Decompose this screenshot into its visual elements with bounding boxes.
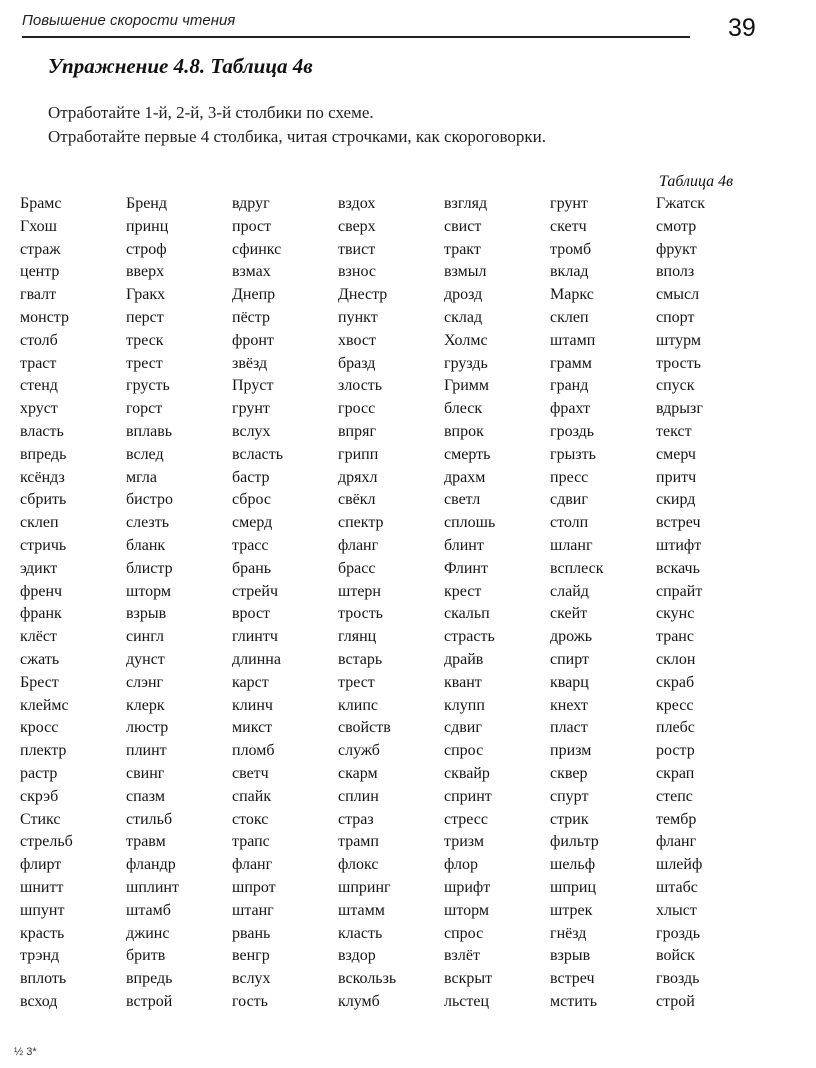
table-cell: всласть <box>232 445 284 463</box>
table-cell: скальп <box>444 605 490 623</box>
table-cell: гроздь <box>656 924 701 942</box>
table-cell: шрифт <box>444 878 491 896</box>
table-cell: скунс <box>656 605 695 623</box>
table-cell: слезть <box>126 514 169 532</box>
table-cell: льстец <box>444 992 490 1010</box>
table-cell: дрожь <box>550 628 593 646</box>
table-cell: брань <box>232 559 272 577</box>
table-cell: штифт <box>656 536 702 554</box>
table-cell: клумб <box>338 992 380 1010</box>
table-cell: спуск <box>656 377 695 395</box>
table-cell: смысл <box>656 286 700 304</box>
table-cell: пёстр <box>232 308 270 326</box>
table-cell: притч <box>656 468 697 486</box>
table-cell: встарь <box>338 650 383 668</box>
table-cell: горст <box>126 400 163 418</box>
table-cell: джинс <box>126 924 170 942</box>
table-cell: грамм <box>550 354 592 372</box>
table-cell: взрыв <box>126 605 167 623</box>
table-cell: плектр <box>20 742 67 760</box>
table-cell: склеп <box>20 514 59 532</box>
table-cell: шлейф <box>656 856 703 874</box>
table-cell: стричь <box>20 536 67 554</box>
table-cell: стильб <box>126 810 173 828</box>
table-cell: страж <box>20 240 61 258</box>
table-cell: шланг <box>550 536 593 554</box>
table-cell: микст <box>232 719 273 737</box>
table-cell: вскользь <box>338 970 397 988</box>
table-cell: сингл <box>126 628 164 646</box>
table-cell: вдрызг <box>656 400 703 418</box>
table-cell: гросс <box>338 400 376 418</box>
table-cell: взмыл <box>444 263 487 281</box>
table-cell: принц <box>126 217 169 235</box>
table-cell: Флинт <box>444 559 488 577</box>
table-cell: штанг <box>232 901 274 919</box>
table-cell: вздох <box>338 195 376 212</box>
table-cell: спорт <box>656 308 695 326</box>
table-cell: трость <box>338 605 383 623</box>
table-cell: трест <box>126 354 163 372</box>
table-cell: пункт <box>338 308 378 326</box>
table-cell: гвоздь <box>656 970 700 988</box>
table-cell: красть <box>20 924 65 942</box>
table-cell: кресс <box>656 696 694 714</box>
table-cell: шпрот <box>232 878 276 896</box>
table-cell: шторм <box>126 582 171 600</box>
table-cell: вздор <box>338 947 376 965</box>
table-cell: сброс <box>232 491 271 509</box>
table-cell: трапс <box>232 833 270 851</box>
table-cell: свойств <box>338 719 391 737</box>
table-cell: шплинт <box>126 878 179 896</box>
table-cell: впредь <box>126 970 173 988</box>
table-cell: кнехт <box>550 696 588 714</box>
table-cell: флирт <box>20 856 62 874</box>
table-cell: взмах <box>232 263 271 281</box>
table-cell: пресс <box>550 468 589 486</box>
page-number: 39 <box>728 14 756 42</box>
table-cell: вплоть <box>20 970 67 988</box>
table-cell: свинг <box>126 764 165 782</box>
table-cell: стресс <box>444 810 488 828</box>
table-cell: сдвиг <box>444 719 482 737</box>
table-cell: мстить <box>550 992 598 1010</box>
table-cell: растр <box>20 764 58 782</box>
table-cell: свист <box>444 217 482 235</box>
table-cell: клерк <box>126 696 165 714</box>
table-cell: фланг <box>656 833 697 851</box>
table-cell: стенд <box>20 377 58 395</box>
table-cell: Бренд <box>126 195 167 212</box>
table-cell: штрек <box>550 901 593 919</box>
footer-mark: ½ 3* <box>14 1046 37 1058</box>
table-cell: штурм <box>656 331 701 349</box>
table-cell: спазм <box>126 787 165 805</box>
table-cell: страсть <box>444 628 495 646</box>
table-cell: спирт <box>550 650 590 668</box>
table-cell: строй <box>656 992 695 1010</box>
table-cell: вполз <box>656 263 695 281</box>
table-cell: всплеск <box>550 559 604 577</box>
table-cell: крест <box>444 582 482 600</box>
table-cell: клёст <box>20 628 57 646</box>
table-cell: взлёт <box>444 947 480 965</box>
table-caption: Таблица 4в <box>659 173 734 190</box>
table-cell: фронт <box>232 331 274 349</box>
table-cell: спайк <box>232 787 272 805</box>
table-cell: призм <box>550 742 592 760</box>
table-cell: траст <box>20 354 57 372</box>
table-cell: грунт <box>550 195 588 212</box>
table-cell: ростр <box>656 742 695 760</box>
table-cell: блистр <box>126 559 173 577</box>
table-cell: плебс <box>656 719 695 737</box>
table-cell: клеймс <box>20 696 69 714</box>
table-cell: треск <box>126 331 164 349</box>
table-cell: гнёзд <box>550 924 587 942</box>
table-cell: гвалт <box>20 286 57 304</box>
table-cell: скирд <box>656 491 696 509</box>
table-cell: светл <box>444 491 481 509</box>
table-cell: грипп <box>338 445 379 463</box>
table-cell: дунст <box>126 650 165 668</box>
table-cell: смерч <box>656 445 696 463</box>
table-cell: штерн <box>338 582 381 600</box>
table-cell: кросс <box>20 719 59 737</box>
table-cell: смотр <box>656 217 697 235</box>
table-cell: кварц <box>550 673 589 691</box>
table-cell: встрой <box>126 992 173 1010</box>
table-cell: глянц <box>338 628 377 646</box>
table-cell: бразд <box>338 354 376 372</box>
table-cell: люстр <box>126 719 169 737</box>
table-cell: трасс <box>232 536 269 554</box>
instruction-line: Отработайте первые 4 столбика, читая строчками, как скороговорки. <box>48 127 546 146</box>
table-cell: ксёндз <box>20 468 65 486</box>
table-cell: спрос <box>444 742 484 760</box>
table-cell: штамб <box>126 901 171 919</box>
table-cell: венгр <box>232 947 270 965</box>
table-cell: вслух <box>232 422 271 440</box>
table-cell: текст <box>656 422 692 440</box>
table-cell: страз <box>338 810 374 828</box>
table-cell: скетч <box>550 217 587 235</box>
table-cell: вскрыт <box>444 970 493 988</box>
table-cell: хруст <box>20 400 58 418</box>
table-cell: Маркс <box>550 286 594 304</box>
table-cell: мгла <box>126 468 157 486</box>
table-cell: взнос <box>338 263 376 281</box>
table-cell: грызть <box>550 445 596 463</box>
table-cell: смерть <box>444 445 491 463</box>
table-cell: спрайт <box>656 582 703 600</box>
table-cell: Днестр <box>338 286 388 304</box>
table-cell: штамм <box>338 901 385 919</box>
table-cell: вслед <box>126 445 164 463</box>
table-cell: тризм <box>444 833 484 851</box>
table-cell: служб <box>338 742 380 760</box>
table-cell: травм <box>126 833 166 851</box>
table-cell: склеп <box>550 308 589 326</box>
table-cell: шпринг <box>338 878 391 896</box>
table-cell: Днепр <box>232 286 276 304</box>
table-cell: бастр <box>232 468 270 486</box>
header-rule <box>22 36 690 38</box>
table-cell: злость <box>338 377 383 395</box>
table-cell: стрик <box>550 810 589 828</box>
table-cell: вскачь <box>656 559 700 577</box>
table-cell: врост <box>232 605 271 623</box>
table-cell: встреч <box>550 970 595 988</box>
table-cell: тракт <box>444 240 481 258</box>
table-cell: пломб <box>232 742 275 760</box>
table-cell: склон <box>656 650 696 668</box>
table-cell: вдруг <box>232 195 270 212</box>
table-cell: бланк <box>126 536 166 554</box>
table-cell: встреч <box>656 514 701 532</box>
table-cell: спринт <box>444 787 492 805</box>
table-cell: дрозд <box>444 286 483 304</box>
table-cell: вплавь <box>126 422 173 440</box>
table-cell: скарм <box>338 764 378 782</box>
exercise-title: Упражнение 4.8. Таблица 4в <box>48 54 313 78</box>
table-cell: гранд <box>550 377 589 395</box>
table-cell: эдикт <box>20 559 58 577</box>
table-cell: сквер <box>550 764 588 782</box>
table-cell: груздь <box>444 354 488 372</box>
table-cell: шпунт <box>20 901 65 919</box>
table-cell: Гхош <box>20 217 57 235</box>
table-cell: флор <box>444 856 478 874</box>
table-cell: транс <box>656 628 694 646</box>
table-cell: склад <box>444 308 483 326</box>
table-cell: слэнг <box>126 673 164 691</box>
table-cell: Холмс <box>444 331 488 349</box>
table-cell: столп <box>550 514 589 532</box>
table-cell: скрап <box>656 764 695 782</box>
table-cell: твист <box>338 240 376 258</box>
table-cell: дряхл <box>338 468 378 486</box>
table-cell: гроздь <box>550 422 595 440</box>
table-cell: фильтр <box>550 833 599 851</box>
table-cell: класть <box>338 924 383 942</box>
table-cell: вверх <box>126 263 165 281</box>
table-cell: скейт <box>550 605 588 623</box>
table-cell: скраб <box>656 673 695 691</box>
table-cell: клупп <box>444 696 485 714</box>
instructions <box>48 101 546 149</box>
table-cell: свёкл <box>338 491 376 509</box>
table-cell: Пруст <box>232 377 274 395</box>
table-cell: сквайр <box>444 764 490 782</box>
table-cell: бритв <box>126 947 166 965</box>
table-cell: сжать <box>20 650 60 668</box>
table-cell: фландр <box>126 856 176 874</box>
table-cell: бистро <box>126 491 173 509</box>
table-cell: стрельб <box>20 833 73 851</box>
table-cell: трамп <box>338 833 379 851</box>
table-cell: Гракх <box>126 286 166 304</box>
table-cell: звёзд <box>232 354 268 372</box>
table-cell: центр <box>20 263 60 281</box>
table-cell: вклад <box>550 263 589 281</box>
table-cell: прост <box>232 217 272 235</box>
table-cell: скрэб <box>20 787 59 805</box>
table-cell: грусть <box>126 377 170 395</box>
table-cell: штабс <box>656 878 698 896</box>
table-cell: трэнд <box>20 947 60 965</box>
table-cell: хвост <box>338 331 376 349</box>
table-cell: блинт <box>444 536 484 554</box>
table-cell: блеск <box>444 400 483 418</box>
table-cell: войск <box>656 947 695 965</box>
table-cell: френч <box>20 582 63 600</box>
table-cell: спрос <box>444 924 484 942</box>
table-cell: гость <box>232 992 268 1010</box>
instruction-line: Отработайте 1-й, 2-й, 3-й столбики по схеме. <box>48 103 374 122</box>
table-cell: сбрить <box>20 491 67 509</box>
table-cell: фрукт <box>656 240 697 258</box>
table-cell: трест <box>338 673 375 691</box>
table-cell: шторм <box>444 901 489 919</box>
table-cell: фланг <box>232 856 273 874</box>
table-cell: Гримм <box>444 377 490 395</box>
table-cell: шнитт <box>20 878 64 896</box>
table-cell: фланг <box>338 536 379 554</box>
table-cell: смерд <box>232 514 273 532</box>
table-cell: светч <box>232 764 269 782</box>
table-cell: сдвиг <box>550 491 588 509</box>
table-cell: вслух <box>232 970 271 988</box>
table-cell: Гжатск <box>656 195 706 212</box>
table-cell: клипс <box>338 696 378 714</box>
table-cell: драйв <box>444 650 484 668</box>
table-cell: монстр <box>20 308 69 326</box>
table-cell: пласт <box>550 719 588 737</box>
table-cell: шприц <box>550 878 597 896</box>
table-cell: драхм <box>444 468 486 486</box>
table-cell: Брамс <box>20 195 62 212</box>
table-cell: тромб <box>550 240 592 258</box>
table-cell: слайд <box>550 582 589 600</box>
table-cell: хлыст <box>656 901 697 919</box>
table-cell: спектр <box>338 514 384 532</box>
table-cell: строф <box>126 240 167 258</box>
table-cell: спурт <box>550 787 589 805</box>
table-cell: брасс <box>338 559 376 577</box>
word-table <box>20 193 762 1014</box>
table-cell: сплин <box>338 787 379 805</box>
table-cell: стокс <box>232 810 269 828</box>
table-cell: всход <box>20 992 58 1010</box>
table-cell: рвань <box>232 924 271 942</box>
table-cell: шельф <box>550 856 596 874</box>
table-cell: флокс <box>338 856 379 874</box>
table-cell: штамп <box>550 331 596 349</box>
table-cell: глинтч <box>232 628 278 646</box>
table-cell: перст <box>126 308 164 326</box>
table-cell: сфинкс <box>232 240 282 258</box>
running-head: Повышение скорости чтения <box>22 12 236 29</box>
table-cell: Стикс <box>20 810 61 828</box>
table-cell: степс <box>656 787 693 805</box>
table-cell: столб <box>20 331 58 349</box>
table-cell: фрахт <box>550 400 591 418</box>
table-cell: клинч <box>232 696 273 714</box>
table-cell: сверх <box>338 217 376 235</box>
table-cell: сплошь <box>444 514 496 532</box>
table-cell: франк <box>20 605 62 623</box>
table-cell: трость <box>656 354 701 372</box>
table-cell: впредь <box>20 445 67 463</box>
table-cell: длинна <box>232 650 281 668</box>
table-cell: карст <box>232 673 269 691</box>
table-cell: плинт <box>126 742 167 760</box>
table-cell: тембр <box>656 810 697 828</box>
table-cell: взрыв <box>550 947 591 965</box>
table-cell: стрейч <box>232 582 278 600</box>
table-cell: Брест <box>20 673 59 691</box>
table-cell: взгляд <box>444 195 488 212</box>
table-cell: грунт <box>232 400 270 418</box>
table-cell: квант <box>444 673 482 691</box>
table-cell: власть <box>20 422 64 440</box>
table-cell: впрок <box>444 422 484 440</box>
table-cell: впряг <box>338 422 377 440</box>
